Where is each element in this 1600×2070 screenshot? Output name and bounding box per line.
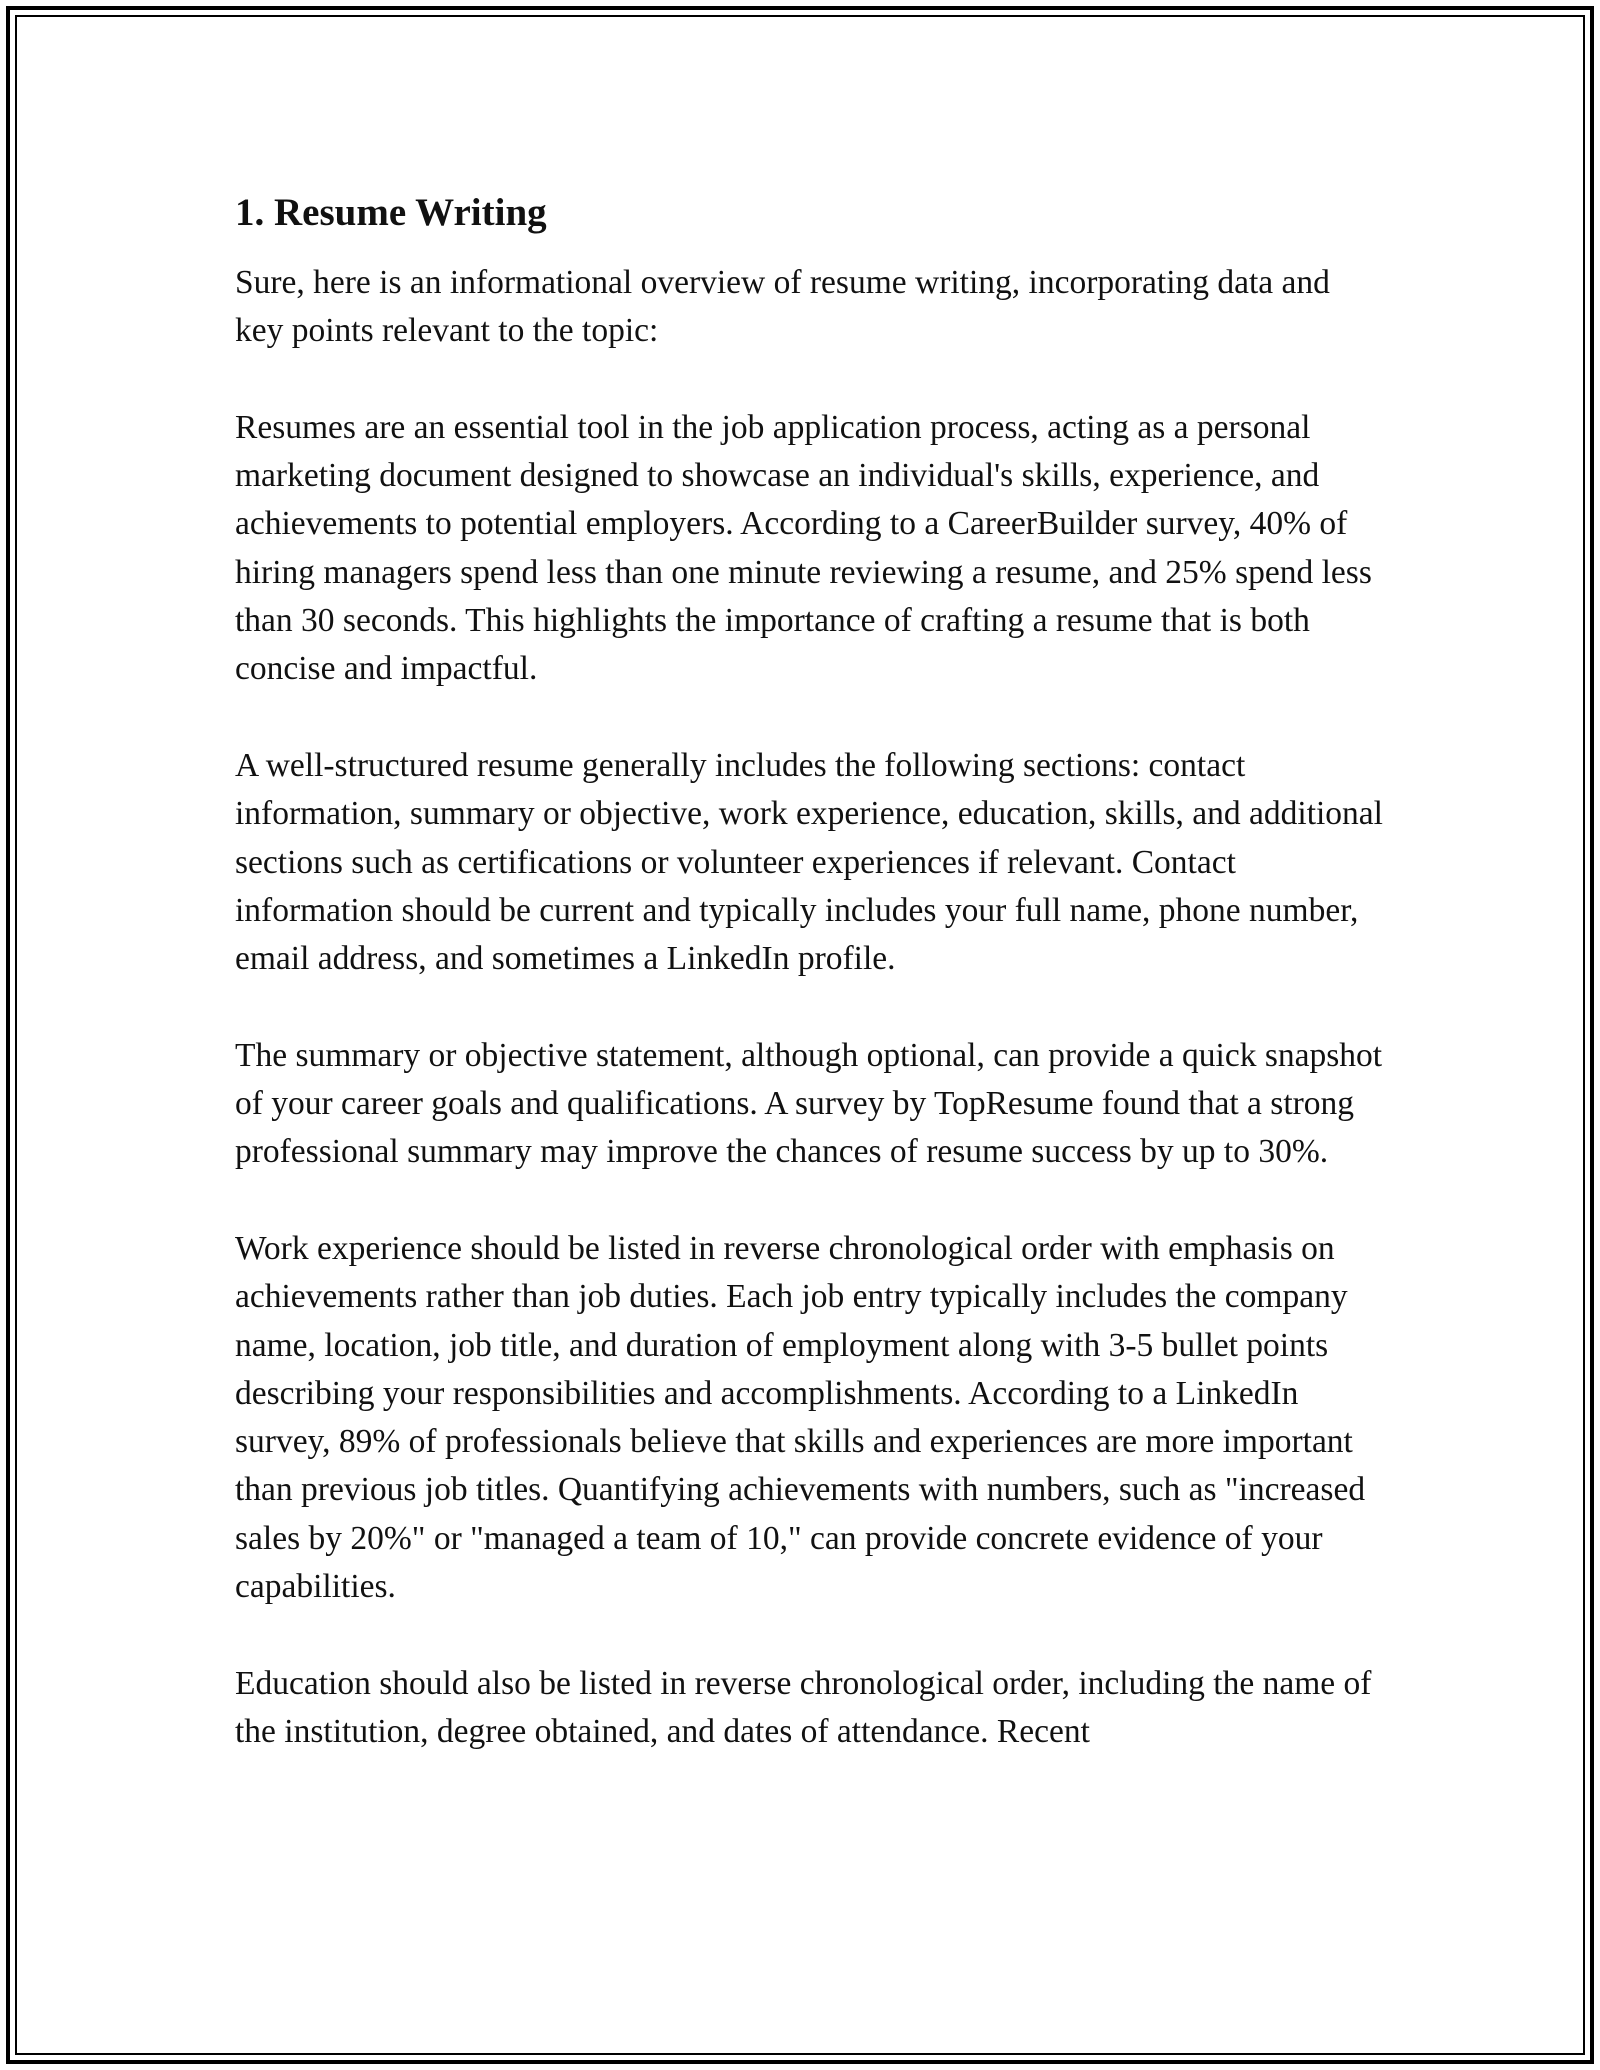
resume-purpose-paragraph: Resumes are an essential tool in the job application process, acting as a personal marketing document designed to showcase an individual's skills, experience, and achievements to potential employers. According to a CareerBuilder survey, 40% of hiring managers spend less than one minute reviewing a resume, and 25% spend less than 30 seconds. This highlights the importance of crafting a resume that is both concise and impactful. xyxy=(235,408,1372,688)
education-paragraph: Education should also be listed in reverse chronological order, including the name of the institution, degree obtained, and dates of attendance. Recent xyxy=(235,1664,1372,1750)
document-body xyxy=(235,185,1385,1805)
section-heading: 1. Resume Writing xyxy=(235,191,547,234)
summary-paragraph: The summary or objective statement, although optional, can provide a quick snapshot of your career goals and qualifications. A survey by TopResume found that a strong professional summary may improve the chances of resume success by up to 30%. xyxy=(235,1036,1383,1171)
work-experience-paragraph: Work experience should be listed in reverse chronological order with emphasis on achievements rather than job duties. Each job entry typically includes the company name, location, job title, and duration of employment along with 3-5 bullet points describing your responsibilities and accomplishments. According to a LinkedIn survey, 89% of professionals believe that skills and experiences are more important than previous job titles. Quantifying achievements with numbers, such as "increased sales by 20%" or "managed a team of 10," can provide concrete evidence of your capabilities. xyxy=(235,1229,1366,1606)
resume-sections-paragraph: A well-structured resume generally includes the following sections: contact information, summary or objective, work experience, education, skills, and additional sections such as certifications or volunteer experiences if relevant. Contact information should be current and typically includes your full name, phone number, email address, and sometimes a LinkedIn profile. xyxy=(235,746,1383,978)
intro-paragraph: Sure, here is an informational overview of resume writing, incorporating data and key points relevant to the topic: xyxy=(235,264,1330,350)
